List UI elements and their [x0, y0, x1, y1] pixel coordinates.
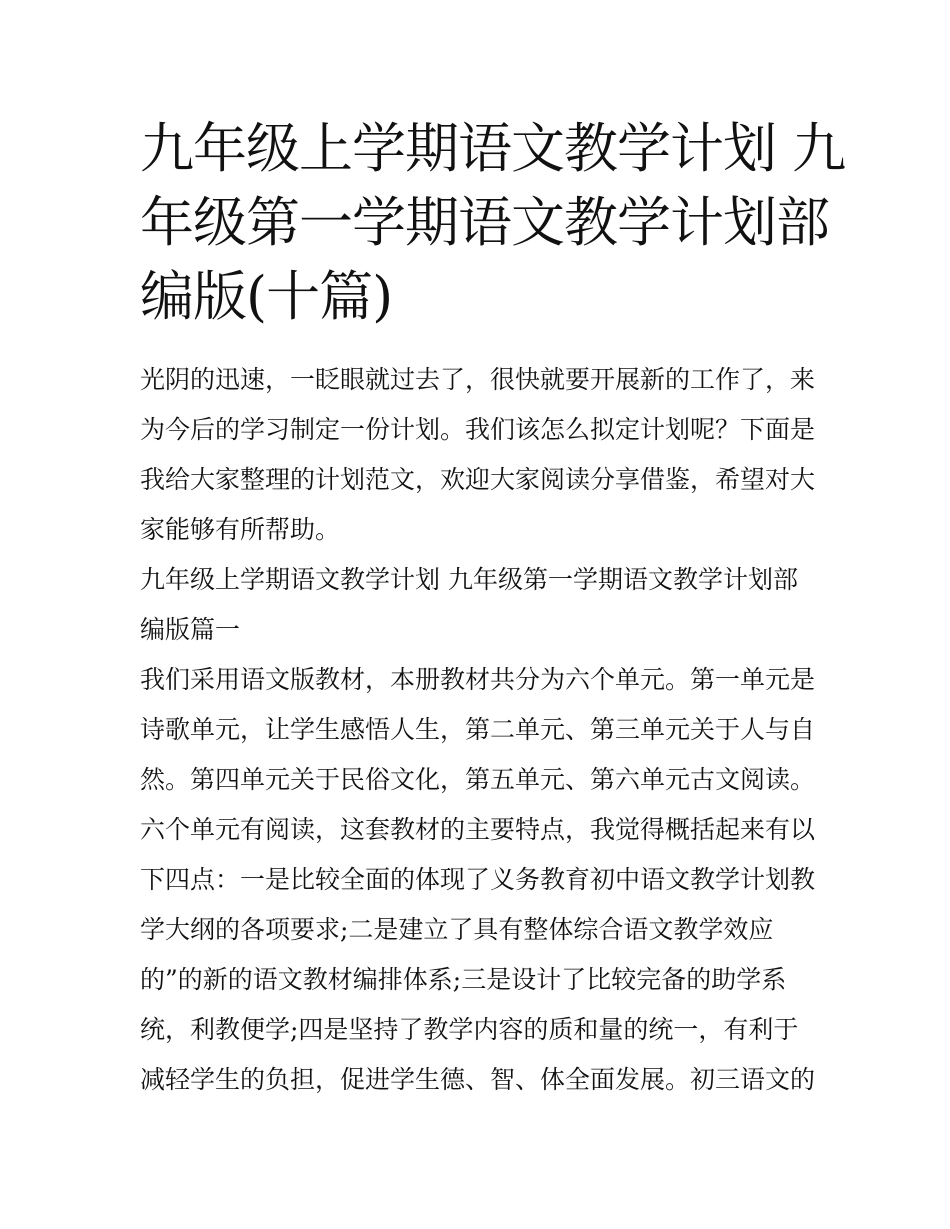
title-line: 九年级上学期语文教学计划 九 — [140, 117, 846, 180]
section-heading-line: 编版篇一 — [140, 615, 241, 644]
body-paragraph-line: 的”的新的语文教材编排体系;三是设计了比较完备的助学系 — [140, 965, 787, 994]
intro-paragraph-line: 家能够有所帮助。 — [140, 515, 341, 544]
section-heading-line: 九年级上学期语文教学计划 九年级第一学期语文教学计划部 — [140, 565, 798, 594]
body-paragraph-line: 六个单元有阅读，这套教材的主要特点，我觉得概括起来有以 — [140, 815, 816, 844]
intro-paragraph-line: 光阴的迅速，一眨眼就过去了，很快就要开展新的工作了，来 — [140, 365, 816, 394]
body-paragraph-line: 学大纲的各项要求;二是建立了具有整体综合语文教学效应 — [140, 915, 774, 944]
body-paragraph-line: 统，利教便学;四是坚持了教学内容的质和量的统一，有利于 — [140, 1015, 799, 1044]
body-paragraph-line: 然。第四单元关于民俗文化，第五单元、第六单元古文阅读。 — [140, 765, 816, 794]
document-body — [140, 355, 820, 1105]
title-line: 编版(十篇) — [140, 265, 393, 328]
document-title — [140, 112, 846, 334]
body-paragraph-line: 我们采用语文版教材，本册教材共分为六个单元。第一单元是 — [140, 665, 816, 694]
intro-paragraph-line: 为今后的学习制定一份计划。我们该怎么拟定计划呢？下面是 — [140, 415, 816, 444]
body-paragraph-line: 诗歌单元，让学生感悟人生，第二单元、第三单元关于人与自 — [140, 715, 816, 744]
body-paragraph-line: 减轻学生的负担，促进学生德、智、体全面发展。初三语文的 — [140, 1065, 816, 1094]
title-line: 年级第一学期语文教学计划部 — [140, 191, 829, 254]
body-paragraph-line: 下四点：一是比较全面的体现了义务教育初中语文教学计划教 — [140, 865, 816, 894]
intro-paragraph-line: 我给大家整理的计划范文，欢迎大家阅读分享借鉴，希望对大 — [140, 465, 816, 494]
